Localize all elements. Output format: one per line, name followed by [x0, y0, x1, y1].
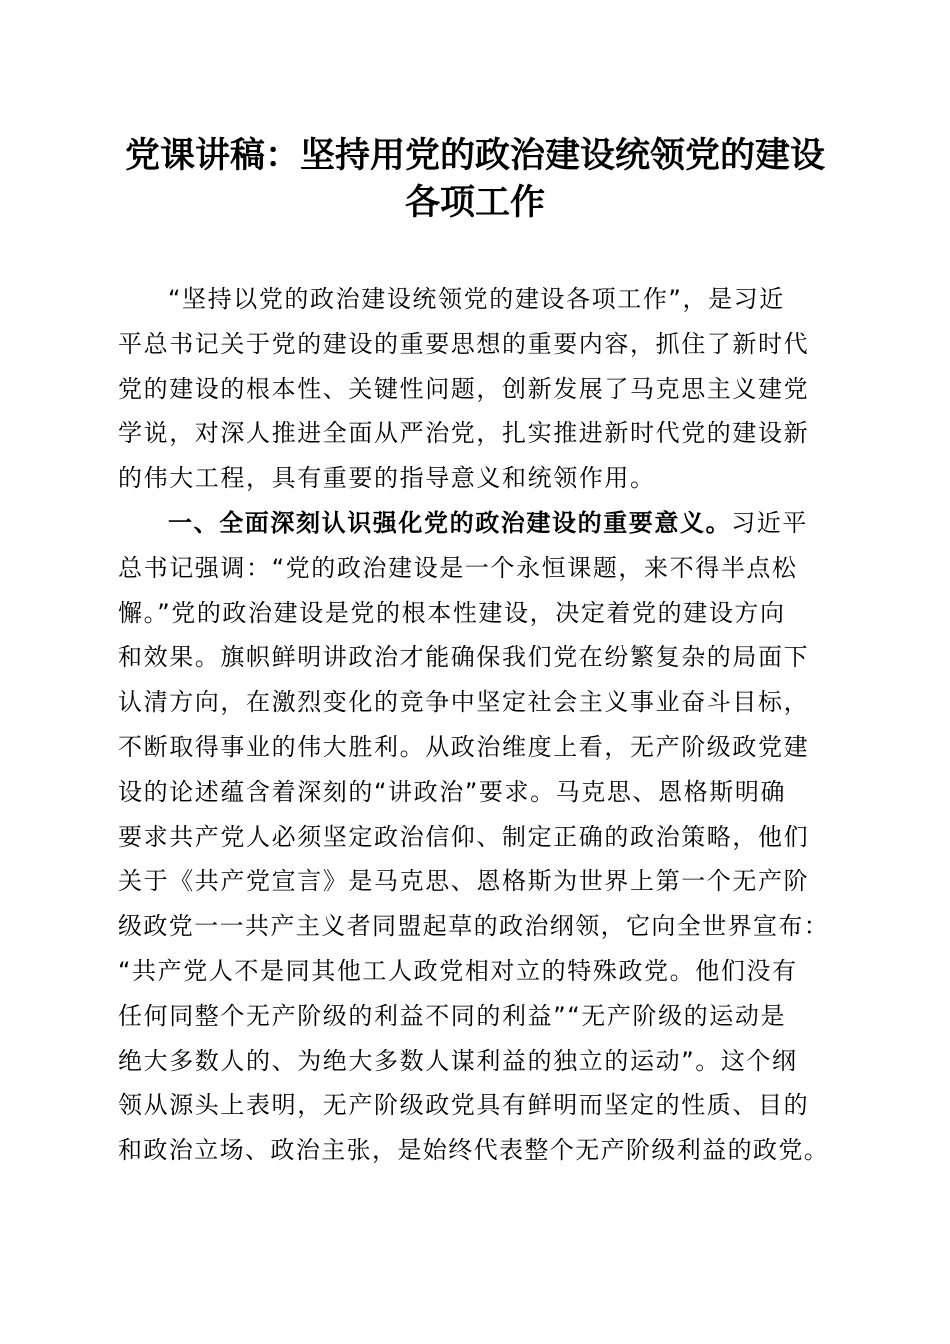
- text-line: 学说，对深人推进全面从严治党，扎实推进新时代党的建设新: [118, 419, 810, 448]
- text-line: 领从源头上表明，无产阶级政党具有鲜明而坚定的性质、目的: [118, 1091, 810, 1120]
- text-fragment: 习近平: [731, 508, 809, 537]
- text-line: 平总书记关于党的建设的重要思想的重要内容，抓住了新时代: [118, 329, 810, 358]
- text-line: 级政党一一共产主义者同盟起草的政治纲领，它向全世界宣布：: [118, 912, 830, 941]
- title-line-2: 各项工作: [404, 182, 545, 223]
- text-line: 不断取得事业的伟大胜利。从政治维度上看，无产阶级政党建: [118, 732, 810, 761]
- title-line-1: 党课讲稿：坚持用党的政治建设统领党的建设: [124, 135, 825, 176]
- text-line: 和政治立场、政治主张，是始终代表整个无产阶级利益的政党。: [118, 1136, 830, 1165]
- text-line: “共产党人不是同其他工人政党相对立的特殊政党。他们没有: [118, 956, 798, 985]
- text-line: 认清方向，在激烈变化的竞争中坚定社会主义事业奋斗目标，: [118, 688, 810, 717]
- document-body: [118, 277, 834, 1173]
- text-line: 党的建设的根本性、关键性问题，创新发展了马克思主义建党: [118, 374, 810, 403]
- section-heading: 一、全面深刻认识强化党的政治建设的重要意义。: [168, 508, 732, 537]
- paragraph-section-one: [118, 501, 834, 1173]
- text-line: 任何同整个无产阶级的利益不同的利益”“无产阶级的运动是: [118, 1001, 787, 1030]
- text-line: “坚持以党的政治建设统领党的建设各项工作”，是习近: [168, 285, 785, 313]
- text-line: [118, 501, 834, 546]
- document-title: [100, 132, 850, 226]
- text-line: 懈。”党的政治建设是党的根本性建设，决定着党的建设方向: [118, 598, 786, 627]
- text-line: 设的论述蕴含着深刻的“讲政治”要求。马克思、恩格斯明确: [118, 777, 787, 806]
- text-line: 关于《共产党宣言》是马克思、恩格斯为世界上第一个无产阶: [118, 867, 810, 896]
- text-line: 要求共产党人必须坚定政治信仰、制定正确的政治策略，他们: [118, 822, 810, 851]
- text-line: 绝大多数人的、为绝大多数人谋利益的独立的运动”。这个纲: [118, 1046, 798, 1075]
- paragraph-intro: [118, 277, 834, 501]
- text-line: 总书记强调：“党的政治建设是一个永恒课题，来不得半点松: [118, 553, 798, 582]
- text-line: 的伟大工程，具有重要的指导意义和统领作用。: [118, 464, 656, 493]
- text-line: 和效果。旗帜鲜明讲政治才能确保我们党在纷繁复杂的局面下: [118, 643, 810, 672]
